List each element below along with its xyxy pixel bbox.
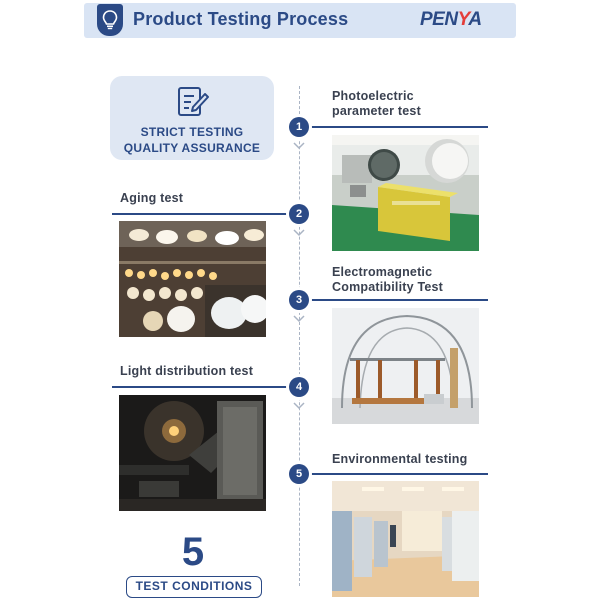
chevron-down-icon [293,229,305,237]
lightbulb-icon [97,4,123,36]
chevron-down-icon [293,402,305,410]
test-conditions-label: TEST CONDITIONS [126,576,262,598]
step-4-label-line-1: Light distribution test [120,364,254,378]
test-count-number: 5 [181,530,205,574]
integrating-sphere-lab-photo [332,135,479,251]
step-1-badge: 1 [289,117,309,137]
step-2-badge: 2 [289,204,309,224]
timeline-line [299,86,300,586]
assurance-line-1: STRICT TESTING [140,125,244,139]
brand-text-end: A [468,9,482,30]
step-5-label-line-1: Environmental testing [332,452,468,466]
step-5-badge: 5 [289,464,309,484]
aging-rack-lamps-photo [119,221,266,337]
step-1-label-line-1: Photoelectric [332,89,414,103]
step-4-rule [112,386,300,388]
step-5-rule [300,473,488,475]
chevron-down-icon [293,142,305,150]
environmental-lab-photo [332,481,479,597]
step-2-label-line-1: Aging test [120,191,184,205]
step-3-label-line-2: Compatibility Test [332,280,444,294]
document-edit-icon [176,85,210,124]
brand-text-main: PEN [420,9,458,30]
goniophotometer-photo [119,395,266,511]
brand-logo [420,9,482,31]
step-1-label-line-2: parameter test [332,104,421,118]
assurance-line-2: QUALITY ASSURANCE [123,141,261,155]
step-3-badge: 3 [289,290,309,310]
step-3-label-line-1: Electromagnetic [332,265,433,279]
brand-text-accent: Y [457,9,469,30]
step-3-label [332,265,443,295]
page-title: Product Testing Process [133,9,349,29]
chevron-down-icon [293,315,305,323]
emc-chamber-photo [332,308,479,424]
step-5-label [332,452,467,467]
step-2-rule [112,213,300,215]
step-1-rule [300,126,488,128]
step-4-badge: 4 [289,377,309,397]
step-2-label [120,191,183,206]
step-3-rule [300,299,488,301]
step-4-label [120,364,253,379]
step-1-label [332,89,421,119]
